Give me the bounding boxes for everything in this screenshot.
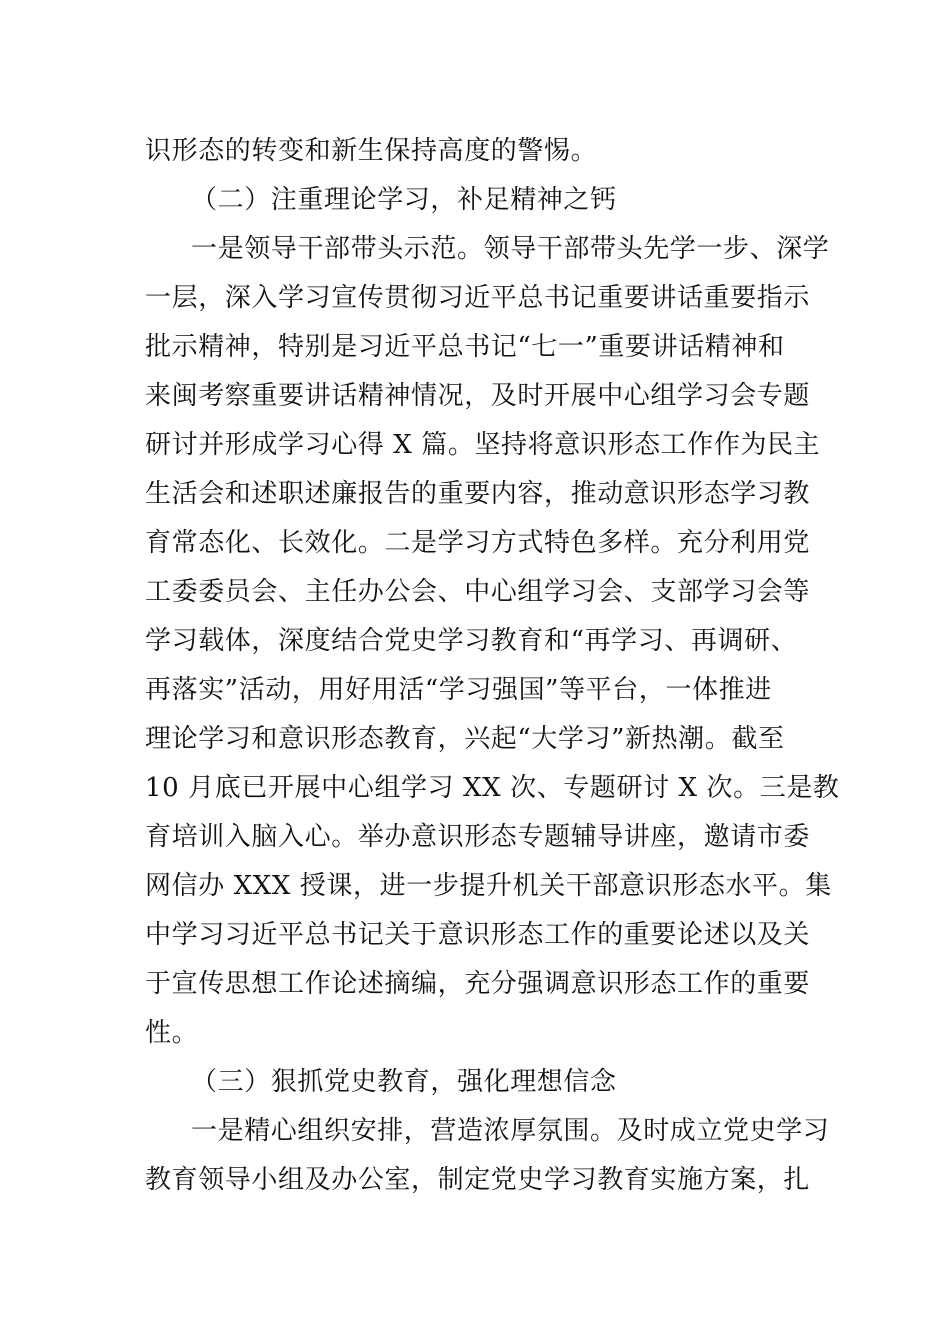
section-heading-2: （二）注重理论学习，补足精神之钙 [191,185,617,215]
text-line: 教育领导小组及办公室，制定党史学习教育实施方案，扎 [145,1165,811,1195]
text-line: 一层，深入学习宣传贯彻习近平总书记重要讲话重要指示 [145,283,811,313]
text-line: 10 月底已开展中心组学习 XX 次、专题研讨 X 次。三是教 [145,773,840,803]
text-line: 生活会和述职述廉报告的重要内容，推动意识形态学习教 [145,479,811,509]
text-line: 于宣传思想工作论述摘编，充分强调意识形态工作的重要 [145,969,811,999]
section-heading-3: （三）狠抓党史教育，强化理想信念 [191,1067,617,1097]
text-line: 一是领导干部带头示范。领导干部带头先学一步、深学 [191,234,830,264]
text-line: 网信办 XXX 授课，进一步提升机关干部意识形态水平。集 [145,871,832,901]
text-line: 工委委员会、主任办公会、中心组学习会、支部学习会等 [145,577,811,607]
text-line: 研讨并形成学习心得 X 篇。坚持将意识形态工作作为民主 [145,430,821,460]
text-line: 性。 [145,1018,199,1048]
text-line: 学习载体，深度结合党史学习教育和“再学习、再调研、 [145,626,798,656]
text-line: 育培训入脑入心。举办意识形态专题辅导讲座，邀请市委 [145,822,811,852]
text-line: 来闽考察重要讲话精神情况，及时开展中心组学习会专题 [145,381,811,411]
text-line: 批示精神，特别是习近平总书记“七一”重要讲话精神和 [145,332,785,362]
text-line: 中学习习近平总书记关于意识形态工作的重要论述以及关 [145,920,811,950]
text-line: 理论学习和意识形态教育，兴起“大学习”新热潮。截至 [145,724,785,754]
text-line: 育常态化、长效化。二是学习方式特色多样。充分利用党 [145,528,811,558]
text-line: 一是精心组织安排，营造浓厚氛围。及时成立党史学习 [191,1116,830,1146]
text-line: 识形态的转变和新生保持高度的警惕。 [145,136,598,166]
text-line: 再落实”活动，用好用活“学习强国”等平台，一体推进 [145,675,772,705]
